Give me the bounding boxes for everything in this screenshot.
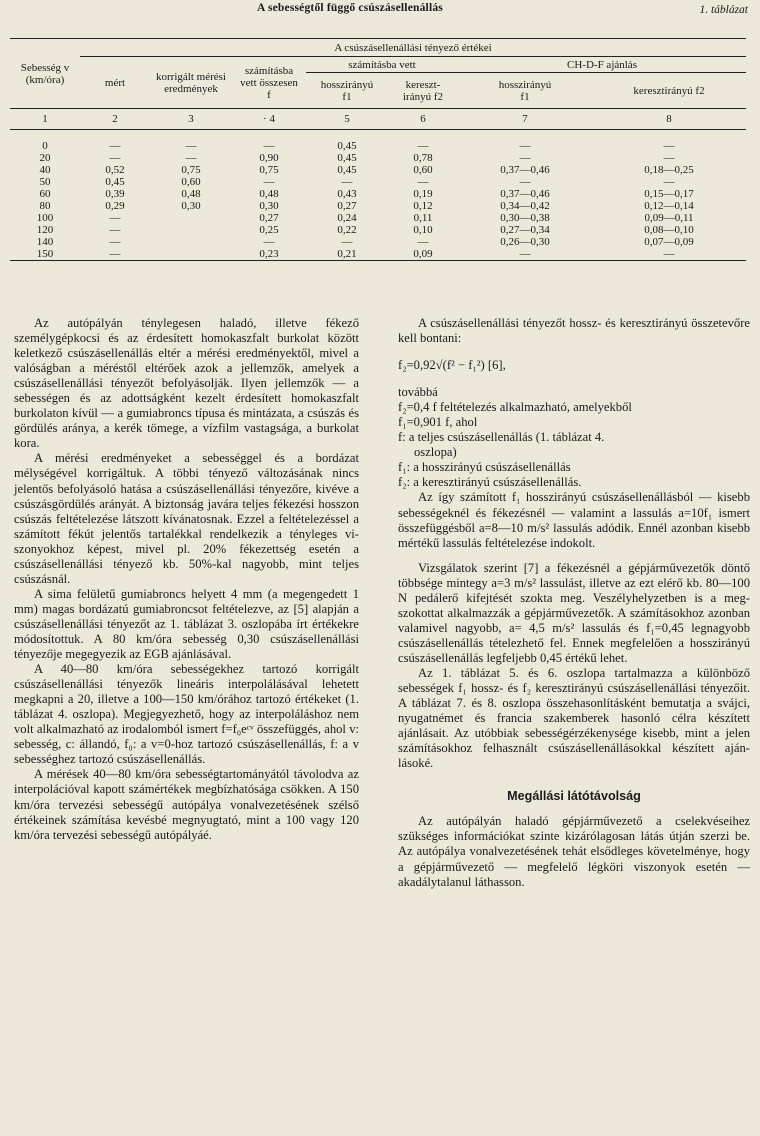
table-cell: 140 (36, 236, 54, 248)
table-cell: 0,10 (413, 224, 433, 236)
table-cell: — (109, 224, 121, 236)
header-cross-chdf-label: keresztirányú f2 (633, 84, 705, 97)
table-cell: 0,27 (259, 212, 279, 224)
table-cell: 0,27—0,34 (500, 224, 550, 236)
table-title: A sebességtől függő csúszásellenállás (257, 2, 443, 14)
table-cell (150, 224, 232, 236)
paragraph: A mérések 40—80 km/óra sebességtartományától távolodva az interpolációval kapott számértékek megbízhatósága csökken. A 150 km/óra tervezési sebességű autópálya vonalvezetésének szélső értékeinek számítása kevésbé megnyugtató, mint a 100 vagy 120 km/óra tervezési sebességű autópályáé. (14, 767, 359, 842)
table-cell: — (519, 140, 531, 152)
left-column (14, 316, 359, 843)
equation: f₂=0,92√(f² − f₁²) [6], (398, 358, 506, 373)
table-cell: 0,75 (259, 164, 279, 176)
paragraph: Az így számított f₁ hosszirányú csúszásellenállásból — kisebb sebességeknél és fékezésnél — valamint a lassulás a=10f₁ ismert összefüggésből a=8—10 m/s² lassulás adódik. Ennél azonban kisebb mértékű lassulás feltételezése indokolt. (398, 490, 750, 550)
table-cell: — (519, 152, 531, 164)
table-cell: 0,18—0,25 (644, 164, 694, 176)
table-cell: 0,30 (259, 200, 279, 212)
table-cell: 0,45 (337, 164, 357, 176)
paragraph: A mérési eredményeket a sebességgel és a bordázat mélységével korrigáltuk. A többi tényező változásának nincs jelentős befolyásoló hatása a csúszásellenállási tényezőre, kivéve a csúszásgördülés arányát. A biztonság javára teljes fékezési hosszon csúszás feltételezése látszott kívánatosnak. Ezzel a feltételezéssel a számított fékút jelentős tartalékkal rendelkezik a tényleges viszonyokhoz képest, mivel pl. 20% fékezettség esetén a csúszásellenállási tényező kb. 50%-kal nagyobb, mint teljes csúszásnál. (14, 451, 359, 586)
table-cell: 0,37—0,46 (500, 188, 550, 200)
table-cell: 0,43 (337, 188, 357, 200)
table-cell: 0,60 (181, 176, 201, 188)
table-cell: 0,24 (337, 212, 357, 224)
table-cell: 0,78 (413, 152, 433, 164)
table-cell: 0,22 (337, 224, 357, 236)
table-cell: — (341, 176, 353, 188)
paragraph: Az autópályán haladó gépjárművezető a cselekvéseihez szükséges információkat szinte kizárólagosan látás útján szerzi be. Az autópálya vonalvezetésének tehát elsődleges követelménye, hogy a gépjárművezető — megfelelő légköri viszonyok esetén — akadálytalanul láthasson. (398, 814, 750, 889)
right-column (398, 316, 750, 890)
table-cell: — (341, 236, 353, 248)
table-cell: 0,25 (259, 224, 279, 236)
table-cell: 0,48 (259, 188, 279, 200)
table-cell: 0,30 (181, 200, 201, 212)
table-row (10, 152, 746, 164)
header-speed (10, 39, 80, 109)
header-cross-chdf (592, 73, 746, 109)
table-cell: 0,15—0,17 (644, 188, 694, 200)
table-cell: 0,90 (259, 152, 279, 164)
header-calc-total (232, 57, 306, 109)
header-long-chdf (458, 73, 592, 109)
table-row (10, 200, 746, 212)
table-cell: 0,30—0,38 (500, 212, 550, 224)
table-row (10, 248, 746, 261)
table-row (10, 176, 746, 188)
column-number: 7 (458, 109, 592, 130)
table-cell: — (109, 152, 121, 164)
table-cell: 50 (39, 176, 51, 188)
table-cell: — (592, 248, 746, 261)
column-number: 1 (10, 109, 80, 130)
column-number: 6 (388, 109, 458, 130)
definition: f₂: a keresztirányú csúszásellenállás. (398, 475, 582, 490)
header-speed-label: Sebesség v (km/óra) (20, 61, 70, 86)
table-cell: 100 (36, 212, 54, 224)
table-cell: 0,52 (105, 164, 125, 176)
table-cell: — (263, 140, 275, 152)
header-long-calc (306, 73, 388, 109)
table-cell: — (458, 248, 592, 261)
table-cell: 0,09 (388, 248, 458, 261)
table-cell: 0,75 (181, 164, 201, 176)
table-row (10, 140, 746, 152)
table-cell: 0,08—0,10 (644, 224, 694, 236)
column-number: 5 (306, 109, 388, 130)
table-body (10, 140, 746, 261)
header-corrected (150, 57, 232, 109)
definition: f₁=0,901 f, ahol (398, 415, 478, 430)
column-number: 8 (592, 109, 746, 130)
header-group: A csúszásellenállási tényező értékei (80, 39, 746, 57)
definition-intro: továbbá (398, 385, 438, 400)
paragraph: A csúszásellenállási tényezőt hossz- és keresztirányú összetevőre kell bontani: (398, 316, 750, 346)
table-cell: 0,60 (413, 164, 433, 176)
table-cell: 0,45 (337, 140, 357, 152)
table-cell: — (185, 140, 197, 152)
definition: f₁: a hosszirányú csúszásellenállás (398, 460, 571, 475)
table-cell: 0,12—0,14 (644, 200, 694, 212)
paragraph: Az 1. táblázat 5. és 6. oszlopa tartalmazza a különböző sebességek f₁ hossz- és f₂ keresztirányú csúszásellenállási tényezőit. A táblázat 7. és 8. oszlopa összehasonlításként bemutatja a svájci, nyugatnémet és francia szakemberek hasonló célra készített ajánlásait. Az utóbbiak sebességérzékenysége kisebb, mint a jelen számításokhoz felhasznált csúszásellenállásokkal készített ajánlásoké. (398, 665, 750, 771)
table-row (10, 164, 746, 176)
table-cell: 0,12 (413, 200, 433, 212)
table-cell: — (80, 248, 150, 261)
header-long-calc-label: hosszirányú f1 (320, 78, 374, 103)
table-cell: 0,37—0,46 (500, 164, 550, 176)
table-cell: — (663, 140, 675, 152)
column-number: · 4 (232, 109, 306, 130)
table-row (10, 224, 746, 236)
header-long-chdf-label: hosszirányú f1 (498, 78, 552, 103)
table-cell: 60 (39, 188, 51, 200)
table-cell: 0,45 (105, 176, 125, 188)
column-number: 2 (80, 109, 150, 130)
column-number: 3 (150, 109, 232, 130)
table-cell: 80 (39, 200, 51, 212)
table-cell: 0,11 (413, 212, 433, 224)
table-cell: — (185, 152, 197, 164)
table-cell: 0 (42, 140, 48, 152)
table-row (10, 236, 746, 248)
friction-table (10, 38, 746, 261)
table-cell: 0,09—0,11 (644, 212, 694, 224)
table-cell: 0,27 (337, 200, 357, 212)
table-cell: 0,34—0,42 (500, 200, 550, 212)
table-cell: — (263, 236, 275, 248)
header-cross-calc-label: kereszt-irányú f2 (402, 78, 443, 103)
table-cell: — (109, 236, 121, 248)
table-cell: 0,29 (105, 200, 125, 212)
definition: oszlopa) (414, 445, 457, 460)
table-cell: 0,07—0,09 (644, 236, 694, 248)
header-calc-group: számításba vett (306, 57, 458, 73)
table-cell: 0,19 (413, 188, 433, 200)
definition: f: a teljes csúszásellenállás (1. táblázat 4. (398, 430, 605, 445)
header-cross-calc (388, 73, 458, 109)
table-number: 1. táblázat (699, 4, 748, 16)
table-cell: — (417, 140, 429, 152)
table-cell: 40 (39, 164, 51, 176)
table-cell: — (109, 212, 121, 224)
table-cell: — (417, 236, 429, 248)
table-cell: — (263, 176, 275, 188)
table-row (10, 212, 746, 224)
paragraph: A sima felületű gumiabroncs helyett 4 mm (a megengedett 1 mm) magas bordázatú gumiabroncsot feltételezve, az [5] alapján a csúszásellenállási tényezőt az 1. táblázat 3. oszlopába írt értékekre módosítottuk. A 80 km/óra sebesség 0,30 csúszásellenállási tényezője megegyezik az EGB ajánlásával. (14, 586, 359, 662)
table-cell: 0,21 (306, 248, 388, 261)
header-measured: mért (104, 76, 126, 89)
table-cell: — (519, 176, 531, 188)
table-cell: 20 (39, 152, 51, 164)
table-cell (150, 236, 232, 248)
table-cell: 0,48 (181, 188, 201, 200)
table-cell: 0,39 (105, 188, 125, 200)
table-cell (150, 212, 232, 224)
table-row (10, 188, 746, 200)
definition: f₂=0,4 f feltételezés alkalmazható, amelyekből (398, 400, 632, 415)
table-cell: — (663, 176, 675, 188)
table-cell: 0,26—0,30 (500, 236, 550, 248)
table-cell: 0,23 (232, 248, 306, 261)
definitions (398, 385, 750, 490)
header-chdf-group: CH-D-F ajánlás (458, 57, 746, 73)
table-cell: 0,45 (337, 152, 357, 164)
section-heading: Megállási látótávolság (507, 789, 641, 804)
header-calc-total-label: számításba vett összesen f (240, 64, 298, 101)
paragraph: A 40—80 km/óra sebességekhez tartozó korrigált csúszásellenállási tényezők lineáris interpolálásával lehetett megkapni a 20, illetve a 100—150 km/órához tartozó értékeket (1. táblázat 4. oszlopa). Megjegyezhető, hogy az interpoláláshoz nem volt alkalmazható az irodalomból ismert f=f₀eᶜᵛ összefüggés, ahol v: sebesség, c: állandó, f₀: a v=0-hoz tartozó csúszásellenállás, f: a v sebességhez tartozó csúszásellenállás. (14, 662, 359, 767)
paragraph: Az autópályán ténylegesen haladó, illetve fékező személygépkocsi és az érdesített homokaszfalt burkolat között keletkező csúszásellenállás eltér a mérési eredményektől, mivel a valóságban a méréstől eltérőek azok a jellemzők, amelyek a csúszásellenállási tényezőt befolyásolják. Ilyen jellemzők — a sebességen és az adottságként kezelt érdesített homokaszfalt burkolaton kívül — a gumiabroncs típusa és mintázata, a csúszás és gördülés aránya, a kerék tömege, a vízfilm vastagsága, a burkolat kora. (14, 316, 359, 451)
header-corrected-label: korrigált mérési eredmények (156, 70, 226, 95)
table-cell: 150 (10, 248, 80, 261)
table-cell (150, 248, 232, 261)
table-cell: — (663, 152, 675, 164)
table-cell: — (417, 176, 429, 188)
table-cell: — (109, 140, 121, 152)
column-number-row (10, 109, 746, 130)
table-cell: 120 (36, 224, 54, 236)
paragraph: Vizsgálatok szerint [7] a fékezésnél a gépjárművezetők döntő többsége mintegy a=3 m/s² lassulást, illetve az ezt elérő kb. 80—100 N pedálerő kifejtését szokta meg. Veszélyhelyzetben is a megszokottat alkalmazzák a gépjárművezetők. A számításokhoz azonban valamivel nagyobb, a= 4,5 m/s² lassulás és f₁=0,45 legnagyobb csúszásellenállás tételezhető fel. Ennek megfelelően a hosszirányú csúszásellenállás legfeljebb 0,45 értékű lehet. (398, 560, 750, 665)
